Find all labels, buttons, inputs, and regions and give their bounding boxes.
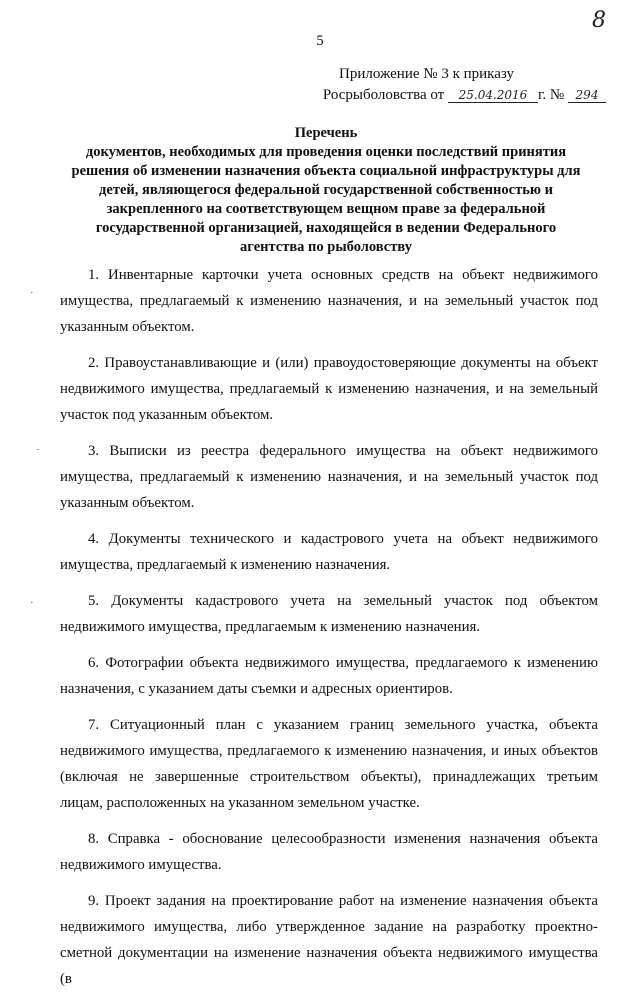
list-item: 8. Справка - обоснование целесообразности изменения назначения объекта недвижимого имущества.	[60, 831, 598, 873]
page-number: 5	[316, 33, 324, 49]
list-item: 6. Фотографии объекта недвижимого имущества, предлагаемого к изменению назначения, с указанием даты съемки и адресных ориентиров.	[60, 655, 598, 697]
list-item: 3. Выписки из реестра федерального имущества на объект недвижимого имущества, предлагаемый к изменению назначения, и на земельный участок под указанным объектом.	[60, 443, 598, 511]
title-line: детей, являющегося федеральной государственной собственностью и	[99, 182, 553, 198]
title-line: Перечень	[294, 125, 358, 141]
handwritten-page-number: 8	[592, 8, 606, 33]
document-title	[66, 124, 586, 257]
title-line: документов, необходимых для проведения оценки последствий принятия	[85, 144, 567, 160]
title-line: решения об изменении назначения объекта социальной инфраструктуры для	[71, 163, 581, 179]
list-item: 5. Документы кадастрового учета на земельный участок под объектом недвижимого имущества, предлагаемым к изменению назначения.	[60, 593, 598, 635]
appendix-line1: Приложение № 3 к приказу	[339, 66, 514, 82]
appendix-prefix: Росрыболовства от	[322, 87, 445, 103]
title-line: агентства по рыболовству	[240, 239, 412, 255]
appendix-mid: г. №	[537, 87, 565, 103]
title-line: закрепленного на соответствующем вещном праве за федеральной	[106, 201, 546, 217]
list-item: 2. Правоустанавливающие и (или) правоудостоверяющие документы на объект недвижимого имущества, предлагаемый к изменению назначения, и на земельный участок под указанным объектом.	[60, 355, 598, 423]
handwritten-date: 25.04.2016	[448, 89, 538, 103]
document-body	[60, 262, 598, 1002]
scan-mark: ˙	[30, 600, 34, 612]
title-line: государственной организацией, находящейся в ведении Федерального	[95, 220, 557, 236]
appendix-header	[286, 64, 606, 106]
list-item: 9. Проект задания на проектирование работ на изменение назначения объекта недвижимого имущества, либо утвержденное задание на разработку проектно-сметной документации на изменение назначения объекта недвижимого имущества (в	[60, 893, 598, 987]
scan-mark: ˙	[36, 447, 40, 459]
appendix-line2	[286, 85, 606, 106]
handwritten-order-number: 294	[568, 89, 606, 103]
list-item: 1. Инвентарные карточки учета основных средств на объект недвижимого имущества, предлагаемый к изменению назначения, и на земельный участок под указанным объектом.	[60, 267, 598, 335]
list-item: 4. Документы технического и кадастрового учета на объект недвижимого имущества, предлагаемый к изменению назначения.	[60, 531, 598, 573]
scan-mark: ˙	[30, 290, 34, 302]
list-item: 7. Ситуационный план с указанием границ земельного участка, объекта недвижимого имущества, предлагаемого к изменению назначения, и иных объектов (включая не завершенные строительством объекты), принадлежащих третьим лицам, расположенных на указанном земельном участке.	[60, 717, 598, 811]
